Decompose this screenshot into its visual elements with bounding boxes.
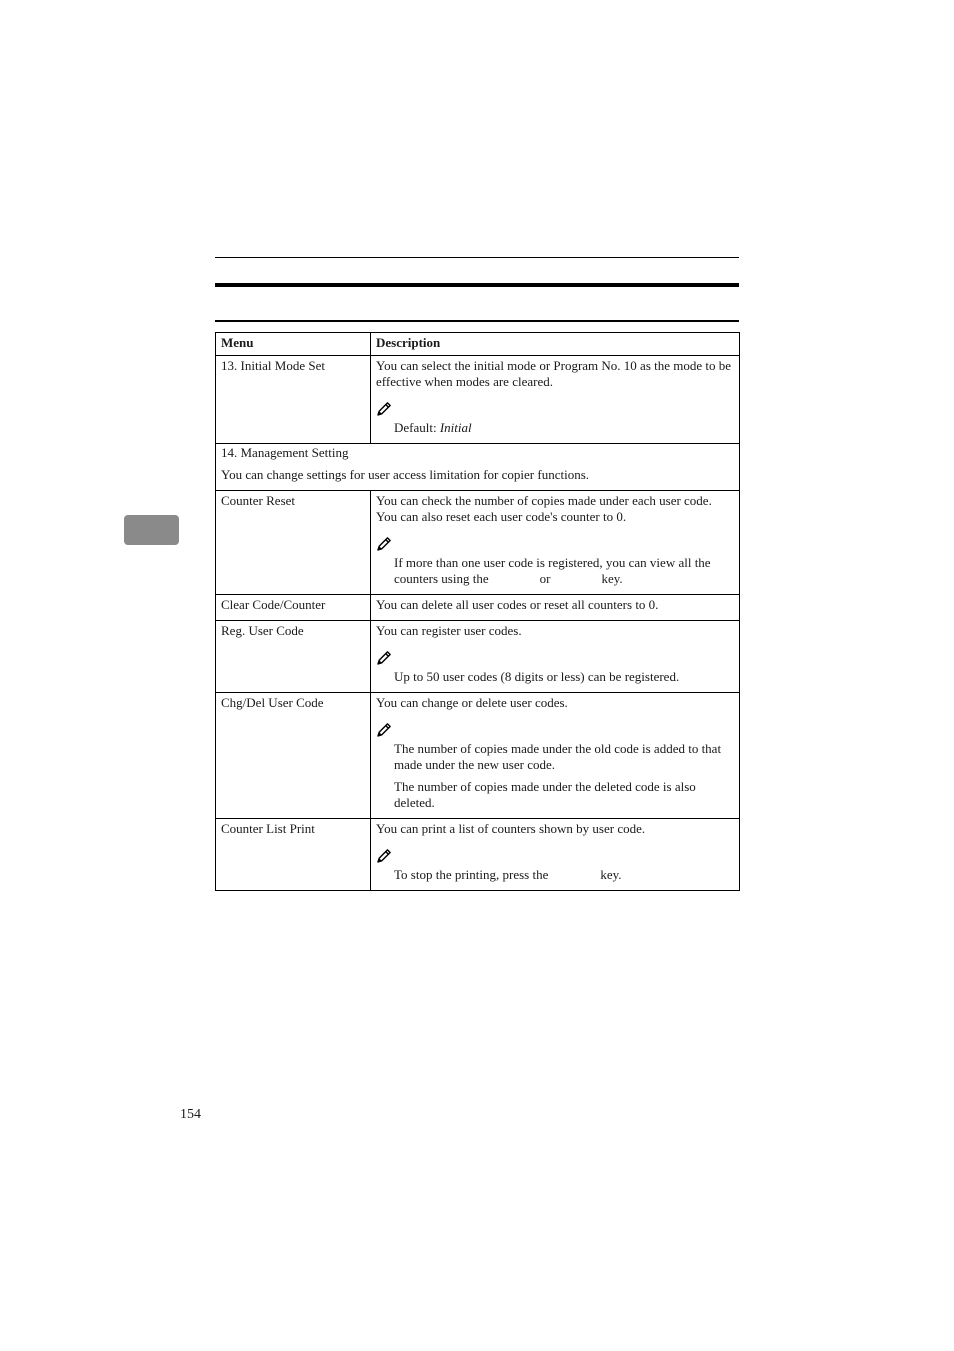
note-chg-del-2: The number of copies made under the deleted code is also deleted. [394, 779, 696, 810]
desc-chg-del [371, 693, 740, 819]
table-row [216, 595, 740, 621]
header-rule-thin [215, 257, 739, 258]
menu-counter-reset: Counter Reset [216, 491, 371, 595]
management-title: 14. Management Setting [221, 445, 349, 460]
desc-text: You can check the number of copies made under each user code. You can also reset each user code's counter to 0. [376, 493, 712, 524]
management-desc: You can change settings for user access limitation for copier functions. [221, 467, 589, 482]
settings-table [215, 332, 740, 891]
menu-chg-del: Chg/Del User Code [216, 693, 371, 819]
note-text-part: To stop the printing, press the [394, 867, 549, 882]
note-counter-list [394, 867, 734, 883]
table-row [216, 356, 740, 444]
section-rule [215, 320, 739, 322]
desc-text: You can register user codes. [376, 623, 522, 638]
desc-text: You can change or delete user codes. [376, 695, 568, 710]
note-text-key: key. [601, 571, 623, 586]
table-row [216, 819, 740, 891]
note-text-or: or [539, 571, 551, 586]
table-row [216, 621, 740, 693]
table-row [216, 693, 740, 819]
table-row [216, 444, 740, 491]
menu-initial-mode: 13. Initial Mode Set [216, 356, 371, 444]
note-chg-del-1: The number of copies made under the old code is added to that made under the new user code. [394, 741, 722, 772]
note-reg-user: Up to 50 user codes (8 digits or less) can be registered. [394, 669, 680, 684]
note-pencil-icon [376, 401, 392, 417]
desc-initial-mode [371, 356, 740, 444]
menu-reg-user: Reg. User Code [216, 621, 371, 693]
table-header-row [216, 333, 740, 356]
default-value: Initial [439, 420, 472, 435]
menu-clear-code: Clear Code/Counter [216, 595, 371, 621]
desc-reg-user [371, 621, 740, 693]
note-pencil-icon [376, 848, 392, 864]
desc-counter-list [371, 819, 740, 891]
note-text-key: key. [600, 867, 622, 882]
note-text-part: If more than one user code is registered, you can view all the counters using the [394, 555, 711, 586]
table-row [216, 491, 740, 595]
note-default [394, 420, 734, 436]
note-pencil-icon [376, 650, 392, 666]
note-pencil-icon [376, 722, 392, 738]
default-label: Default: [394, 420, 440, 435]
desc-text: You can select the initial mode or Program No. 10 as the mode to be effective when modes are cleared. [376, 358, 732, 389]
page-number: 154 [180, 1107, 201, 1122]
note-pencil-icon [376, 536, 392, 552]
header-rule-thick [215, 283, 739, 287]
desc-clear-code: You can delete all user codes or reset all counters to 0. [371, 595, 740, 621]
header-description: Description [371, 333, 740, 356]
header-menu: Menu [216, 333, 371, 356]
note-counter-reset [394, 555, 734, 587]
management-setting [216, 444, 740, 491]
chapter-tab [124, 515, 179, 545]
desc-counter-reset [371, 491, 740, 595]
desc-text: You can print a list of counters shown by user code. [376, 821, 646, 836]
menu-counter-list: Counter List Print [216, 819, 371, 891]
